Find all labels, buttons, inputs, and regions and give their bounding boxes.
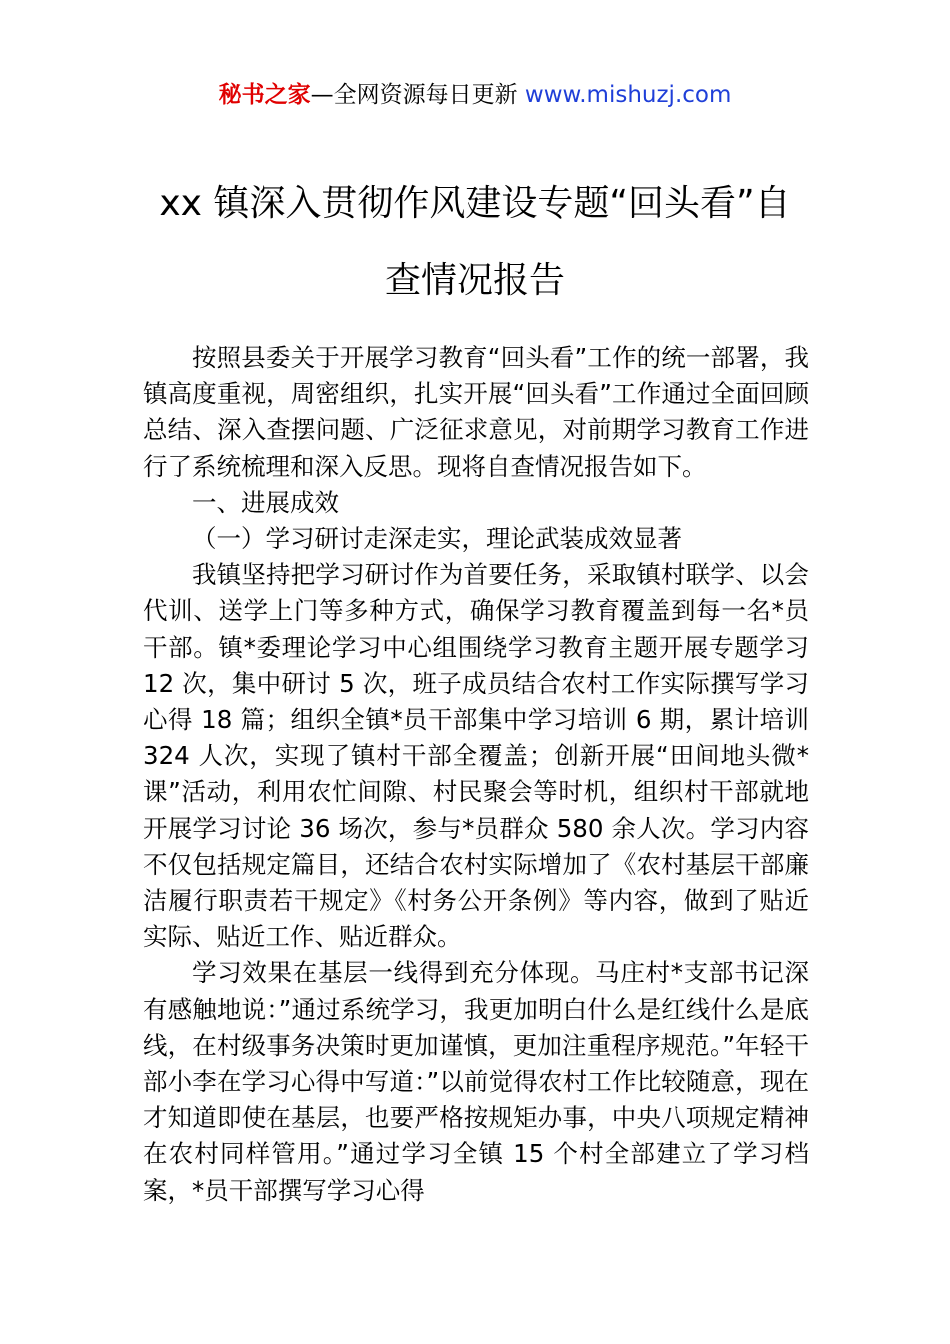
- site-url[interactable]: www.mishuzj.com: [524, 82, 732, 108]
- title-line-1: xx 镇深入贯彻作风建设专题“回头看”自: [159, 183, 791, 224]
- paragraph-intro: 按照县委关于开展学习教育“回头看”工作的统一部署，我镇高度重视，周密组织，扎实开展“回头看”工作通过全面回顾总结、深入查摆问题、广泛征求意见，对前期学习教育工作进行了系统梳理和深入反思。现将自查情况报告如下。: [143, 343, 809, 481]
- subsection-heading: （一）学习研讨走深走实，理论武装成效显著: [192, 524, 682, 554]
- header-tagline: —全网资源每日更新: [310, 82, 525, 108]
- section-heading: 一、进展成效: [192, 487, 339, 517]
- paragraph-effect: 学习效果在基层一线得到充分体现。马庄村*支部书记深有感触地说：”通过系统学习，我更加明白什么是红线什么是底线，在村级事务决策时更加谨慎，更加注重程序规范。”年轻干部小李在学习心得中写道：”以前觉得农村工作比较随意，现在才知道即使在基层，也要严格按规矩办事，中央八项规定精神在农村同样管用。”通过学习全镇 15 个村全部建立了学习档案，*员干部撰写学习心得: [143, 958, 809, 1205]
- document-title: [0, 165, 950, 319]
- site-header: [0, 78, 950, 112]
- paragraph-study: 我镇坚持把学习研讨作为首要任务，采取镇村联学、以会代训、送学上门等多种方式，确保学习教育覆盖到每一名*员干部。镇*委理论学习中心组围绕学习教育主题开展专题学习 12 次，集中研讨 5 次，班子成员结合农村工作实际撰写学习心得 18 篇；组织全镇*员干部集中学习培训 6 期，累计培训 324 人次，实现了镇村干部全覆盖；创新开展“田间地头微*课”活动，利用农忙间隙、村民聚会等时机，组织村干部就地开展学习讨论 36 场次，参与*员群众 580 余人次。学习内容不仅包括规定篇目，还结合农村实际增加了《农村基层干部廉洁履行职责若干规定》《村务公开条例》等内容，做到了贴近实际、贴近工作、贴近群众。: [143, 560, 809, 952]
- title-line-2: 查情况报告: [384, 260, 565, 301]
- document-body: [143, 340, 809, 1209]
- brand-name: 秘书之家: [218, 82, 311, 108]
